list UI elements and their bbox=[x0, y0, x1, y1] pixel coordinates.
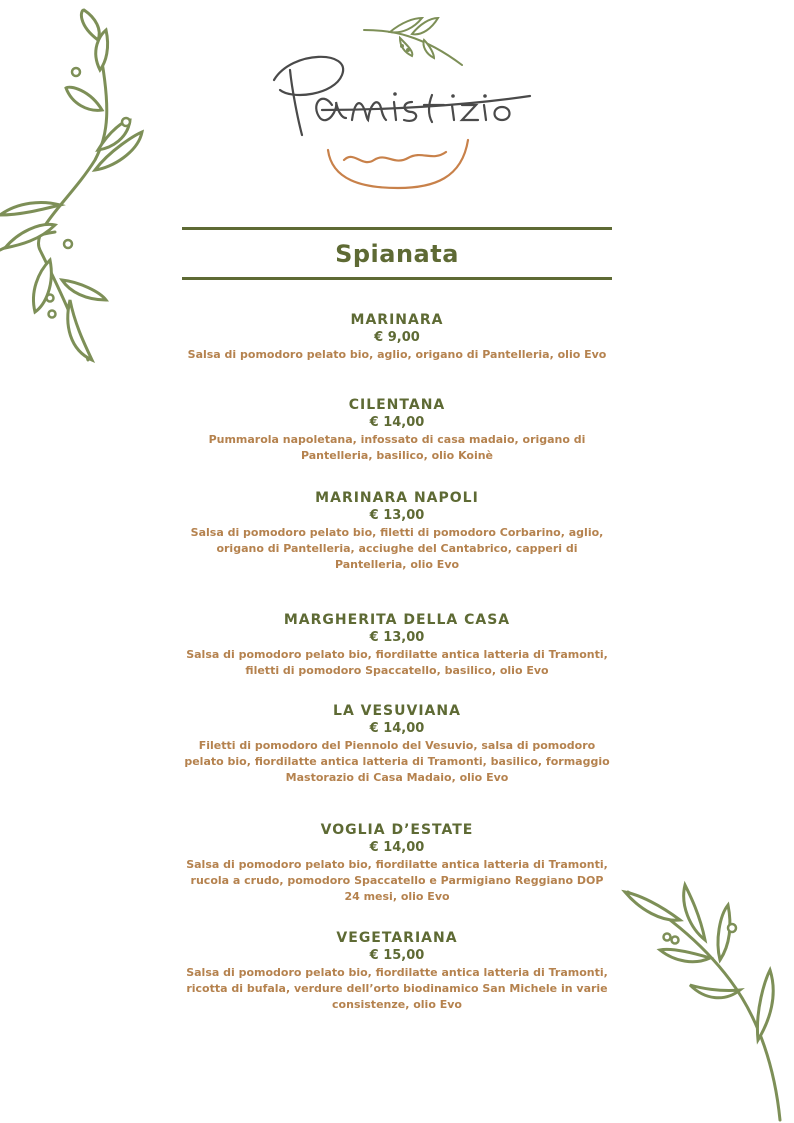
olive-branch-bottom-right-icon bbox=[620, 880, 794, 1123]
item-description: Pummarola napoletana, infossato di casa madaio, origano di Pantelleria, basilico, olio Koinè bbox=[208, 433, 586, 462]
menu-item bbox=[182, 702, 612, 786]
section-title: Spianata bbox=[335, 240, 459, 268]
item-description: Filetti di pomodoro del Piennolo del Vesuvio, salsa di pomodoro pelato bio, fiordilatte antica latteria di Tramonti, basilico, formaggio Mastorazio di Casa Madaio, olio Evo bbox=[184, 739, 610, 784]
item-price: € 15,00 bbox=[369, 948, 425, 963]
item-description: Salsa di pomodoro pelato bio, filetti di pomodoro Corbarino, aglio, origano di Pantelleria, acciughe del Cantabrico, capperi di Pantelleria, olio Evo bbox=[190, 526, 604, 571]
menu-item bbox=[182, 611, 612, 679]
item-price: € 13,00 bbox=[369, 508, 425, 523]
item-name: VOGLIA D’ESTATE bbox=[320, 822, 474, 838]
item-price: € 13,00 bbox=[369, 630, 425, 645]
menu-item bbox=[182, 396, 612, 464]
item-description: Salsa di pomodoro pelato bio, fiordilatte antica latteria di Tramonti, filetti di pomodoro Spaccatello, basilico, olio Evo bbox=[186, 648, 608, 677]
olive-branch-top-left-icon bbox=[0, 0, 160, 370]
item-price: € 9,00 bbox=[374, 330, 420, 345]
item-name: MARINARA NAPOLI bbox=[315, 490, 479, 506]
item-name: LA VESUVIANA bbox=[333, 703, 461, 719]
item-description: Salsa di pomodoro pelato bio, fiordilatte antica latteria di Tramonti, rucola a crudo, pomodoro Spaccatello e Parmigiano Reggiano DOP 24 mesi, olio Evo bbox=[186, 858, 608, 903]
menu-item bbox=[182, 489, 612, 573]
menu-item bbox=[182, 311, 612, 363]
item-price: € 14,00 bbox=[369, 840, 425, 855]
menu-item bbox=[182, 929, 612, 1013]
section-bottom-rule bbox=[182, 277, 612, 280]
item-price: € 14,00 bbox=[369, 415, 425, 430]
item-description: Salsa di pomodoro pelato bio, fiordilatte antica latteria di Tramonti, ricotta di bufala, verdure dell’orto biodinamico San Michele in varie consistenze, olio Evo bbox=[186, 966, 608, 1011]
section-top-rule bbox=[182, 227, 612, 230]
logo-graphic-icon bbox=[262, 10, 534, 190]
brand-logo bbox=[262, 10, 534, 190]
item-name: MARGHERITA DELLA CASA bbox=[283, 612, 511, 628]
item-description: Salsa di pomodoro pelato bio, aglio, origano di Pantelleria, olio Evo bbox=[187, 348, 607, 361]
item-name: VEGETARIANA bbox=[336, 930, 458, 946]
item-name: MARINARA bbox=[350, 312, 444, 328]
menu-item bbox=[182, 821, 612, 905]
item-name: CILENTANA bbox=[348, 397, 446, 413]
item-price: € 14,00 bbox=[369, 721, 425, 736]
